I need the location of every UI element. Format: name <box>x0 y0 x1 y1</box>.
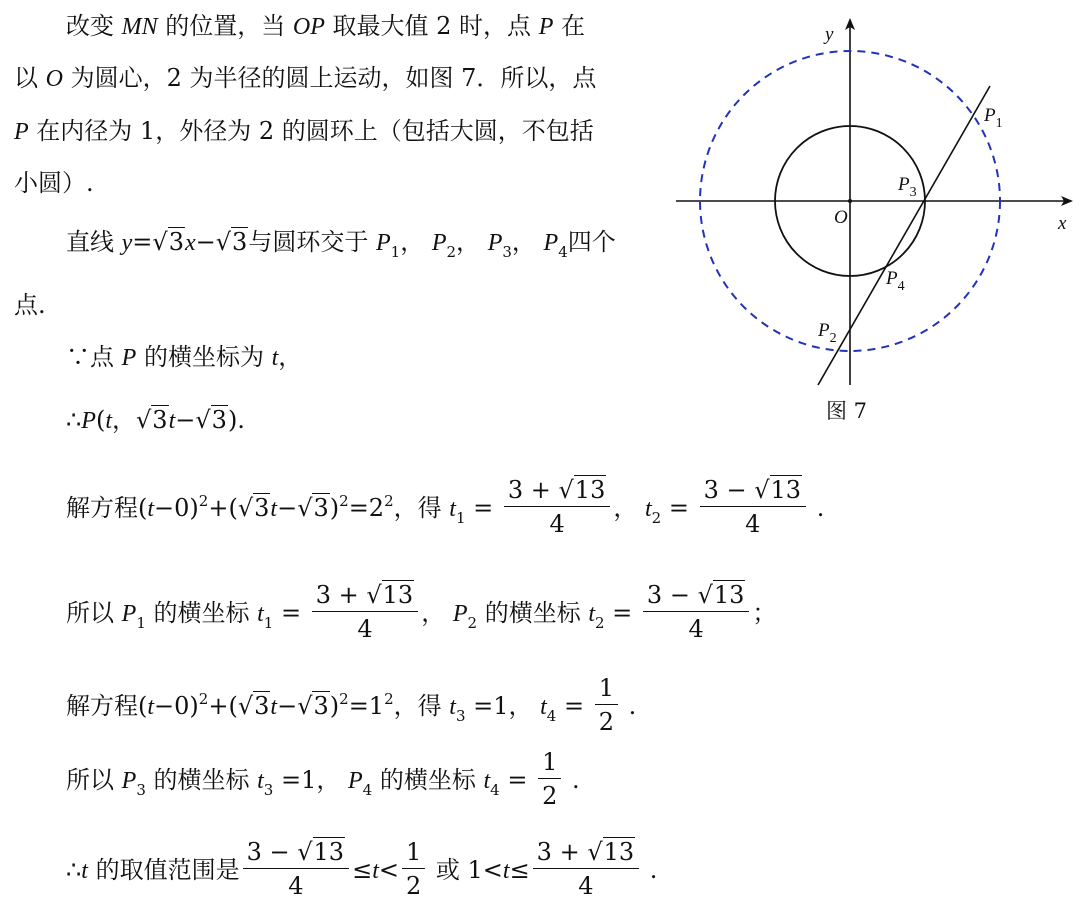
subscript: 2 <box>446 243 457 261</box>
var-t: t <box>147 496 155 522</box>
text: =2 <box>348 494 385 522</box>
radicand: 3 <box>232 228 248 256</box>
var-p: P <box>543 230 559 256</box>
fraction <box>533 838 639 901</box>
fraction <box>643 581 749 644</box>
text: +( <box>208 692 238 720</box>
figure-caption: 图 7 <box>826 399 868 423</box>
var-p: P <box>375 230 391 256</box>
var-t: t <box>483 768 491 794</box>
var-t: t <box>644 496 652 522</box>
fraction <box>243 838 349 901</box>
sqrt: √13 <box>754 476 802 504</box>
text: −0) <box>154 692 199 720</box>
radicand: 13 <box>770 476 802 504</box>
subscript: 2 <box>595 614 605 632</box>
exponent: 2 <box>339 690 349 708</box>
comma: ， <box>511 228 536 256</box>
radicand: 13 <box>713 581 745 609</box>
var-p: P <box>121 601 137 627</box>
sqrt: √3 <box>297 692 329 720</box>
var-x: x <box>184 230 196 256</box>
exponent: 2 <box>198 690 209 708</box>
fraction <box>700 476 806 539</box>
text: 为圆心，2 为半径的圆上运动，如图 7．所以，点 <box>62 64 597 92</box>
var-op: OP <box>292 14 325 40</box>
text: 的位置，当 <box>157 12 293 40</box>
numerator <box>700 476 806 507</box>
exponent: 2 <box>384 492 394 510</box>
conclusion-line <box>66 840 657 903</box>
var-p: P <box>431 230 447 256</box>
sqrt: √13 <box>297 838 345 866</box>
text: 取最大值 2 时，点 <box>324 12 539 40</box>
text: −0) <box>154 494 199 522</box>
var-t: t <box>270 694 278 720</box>
subscript: 3 <box>263 781 274 799</box>
minus-sign: − <box>175 406 196 434</box>
text: 的横坐标 <box>372 766 484 794</box>
origin-dot <box>848 199 852 203</box>
text: 的横坐标 <box>145 766 258 794</box>
numerator <box>643 581 749 612</box>
var-t: t <box>540 694 547 720</box>
var-p: P <box>121 345 137 371</box>
comma: ， <box>456 228 481 256</box>
text: +( <box>208 494 238 522</box>
numerator <box>243 838 349 869</box>
text: 与圆环交于 <box>248 228 376 256</box>
text: 3 + <box>536 838 588 866</box>
radicand: 3 <box>313 692 329 720</box>
sqrt: √13 <box>366 581 414 609</box>
fraction <box>504 476 610 539</box>
text: 的取值范围是 <box>87 856 240 884</box>
semicolon: ； <box>752 599 777 627</box>
numerator <box>312 581 418 612</box>
comma: ， <box>112 406 136 434</box>
comma: ， <box>400 228 425 256</box>
var-p: P <box>347 768 363 794</box>
var-p: P <box>452 601 468 627</box>
denominator: 4 <box>688 615 704 643</box>
radicand: 3 <box>152 406 168 434</box>
radicand: 3 <box>168 228 184 256</box>
solve1-line <box>66 478 824 541</box>
sqrt: √13 <box>697 581 745 609</box>
subscript: 1 <box>263 614 274 632</box>
subscript: 1 <box>136 614 146 632</box>
comma: ， <box>421 599 453 627</box>
denominator: 4 <box>288 872 304 900</box>
period: . <box>564 766 580 794</box>
var-t: t <box>588 601 595 627</box>
var-o: O <box>45 66 63 92</box>
sqrt: √3 <box>237 692 270 720</box>
line-y-sqrt3x-sqrt3 <box>818 86 990 385</box>
text: 的横坐标 <box>477 599 589 627</box>
text: 小圆）. <box>14 169 94 197</box>
var-p: P <box>14 119 29 145</box>
subscript: 2 <box>651 509 662 527</box>
period: . <box>642 856 658 884</box>
text: 在 <box>553 12 586 40</box>
radicand: 3 <box>313 494 329 522</box>
denominator: 4 <box>578 872 594 900</box>
var-p: P <box>538 14 554 40</box>
sqrt: √3 <box>237 494 270 522</box>
text: 改变 <box>66 12 122 40</box>
minus-sign: − <box>277 494 298 522</box>
para1-line4 <box>14 167 94 199</box>
text: 的横坐标 <box>145 599 258 627</box>
var-p: P <box>81 408 96 434</box>
para1-line3 <box>14 115 594 148</box>
equals-sign: = <box>556 692 592 720</box>
numerator <box>504 476 610 507</box>
text: ，得 <box>393 494 450 522</box>
var-t: t <box>257 601 264 627</box>
subscript: 1 <box>455 509 466 527</box>
var-t: t <box>168 408 176 434</box>
radicand: 3 <box>254 494 270 522</box>
text: ，得 <box>393 692 450 720</box>
text: 3 + <box>315 581 367 609</box>
text: 解方程( <box>66 494 148 522</box>
text: 以 <box>14 64 46 92</box>
therefore-symbol: ∴ <box>66 406 82 434</box>
text: =1， <box>273 766 348 794</box>
exponent: 2 <box>198 492 209 510</box>
equals-sign: = <box>465 494 501 522</box>
numerator: 1 <box>595 674 618 705</box>
text: ) <box>329 494 340 522</box>
paren: ). <box>227 406 245 434</box>
var-y: y <box>121 230 133 256</box>
sqrt: √3 <box>195 406 227 434</box>
var-t: t <box>449 694 456 720</box>
var-t: t <box>271 345 279 371</box>
var-t: t <box>270 496 278 522</box>
var-t: t <box>105 408 112 434</box>
para1-line2 <box>14 62 596 95</box>
period: . <box>809 494 825 522</box>
numerator: 1 <box>402 838 425 869</box>
label-p2: $P_2$ <box>818 320 837 346</box>
var-p: P <box>121 768 137 794</box>
radicand: 3 <box>211 406 227 434</box>
sqrt: √3 <box>215 228 248 256</box>
subscript: 3 <box>502 243 512 261</box>
result1-line <box>66 583 776 646</box>
text: 3 − <box>646 581 698 609</box>
para2-line2 <box>14 289 46 321</box>
subscript: 4 <box>490 781 500 799</box>
origin-label: O <box>834 207 848 228</box>
text: 点. <box>14 291 46 319</box>
label-p4: $P_4$ <box>886 268 905 294</box>
denominator: 4 <box>745 510 761 538</box>
fraction <box>595 674 618 737</box>
sqrt: √3 <box>152 228 184 256</box>
label-p3: $P_3$ <box>898 174 917 200</box>
subscript: 4 <box>362 781 373 799</box>
equals-sign: = <box>604 599 640 627</box>
fraction <box>312 581 418 644</box>
radicand: 13 <box>603 838 635 866</box>
solve2-line <box>66 676 636 739</box>
exponent: 2 <box>384 690 394 708</box>
sqrt: √3 <box>136 406 168 434</box>
figure-7-diagram <box>672 18 1077 393</box>
minus-sign: − <box>277 692 298 720</box>
text: ) <box>329 692 340 720</box>
sqrt: √13 <box>558 476 606 504</box>
therefore-symbol: ∴ <box>66 856 82 884</box>
var-mn: MN <box>121 14 158 40</box>
subscript: 4 <box>546 707 557 725</box>
denominator: 2 <box>598 708 614 736</box>
subscript: 2 <box>467 614 478 632</box>
text: 四个 <box>567 228 616 256</box>
var-t: t <box>257 768 264 794</box>
denominator: 2 <box>542 782 558 810</box>
x-axis-label: x <box>1058 213 1067 234</box>
var-t: t <box>81 858 88 884</box>
numerator: 1 <box>538 748 561 779</box>
text: 解方程( <box>66 692 148 720</box>
text: =1， <box>465 692 541 720</box>
subscript: 1 <box>390 243 401 261</box>
lt-sign: < <box>378 856 399 884</box>
subscript: 3 <box>136 781 146 799</box>
minus-sign: − <box>195 228 216 256</box>
comma: ， <box>278 343 303 371</box>
radicand: 3 <box>254 692 270 720</box>
text: 3 + <box>507 476 559 504</box>
var-t: t <box>372 858 379 884</box>
denominator: 2 <box>405 872 422 900</box>
text: 3 − <box>703 476 755 504</box>
because-line <box>66 341 302 374</box>
therefore-line <box>66 404 245 437</box>
equals-sign: = <box>499 766 536 794</box>
label-p1: $P_1$ <box>984 105 1003 131</box>
leq-sign: ≤ <box>352 856 373 884</box>
denominator: 4 <box>549 510 565 538</box>
fraction <box>402 838 425 901</box>
period: . <box>621 692 637 720</box>
text: 点 <box>90 343 122 371</box>
sqrt: √13 <box>587 838 635 866</box>
leq-sign: ≤ <box>509 856 530 884</box>
var-t: t <box>449 496 456 522</box>
equals-sign: = <box>273 599 309 627</box>
text: 3 − <box>246 838 298 866</box>
subscript: 3 <box>455 707 466 725</box>
text: =1 <box>348 692 385 720</box>
subscript: 4 <box>558 243 568 261</box>
var-p: P <box>487 230 503 256</box>
radicand: 13 <box>382 581 414 609</box>
text: 的横坐标为 <box>136 343 272 371</box>
exponent: 2 <box>339 492 349 510</box>
equals-sign: = <box>132 228 153 256</box>
equals-sign: = <box>661 494 697 522</box>
para2-line1 <box>66 226 616 261</box>
comma: ， <box>613 494 645 522</box>
para1-line1 <box>66 10 585 43</box>
because-symbol: ∵ <box>66 343 90 371</box>
fraction <box>538 748 561 811</box>
text: 或 1< <box>428 856 503 884</box>
text: 所以 <box>66 599 122 627</box>
text: 所以 <box>66 766 122 794</box>
radicand: 13 <box>313 838 345 866</box>
radicand: 13 <box>574 476 606 504</box>
text: 直线 <box>66 228 122 256</box>
y-axis-label: y <box>825 24 834 45</box>
numerator <box>533 838 639 869</box>
var-t: t <box>502 858 510 884</box>
text: 在内径为 1，外径为 2 的圆环上（包括大圆，不包括 <box>28 117 594 145</box>
result2-line <box>66 750 580 813</box>
paren: ( <box>95 406 106 434</box>
var-t: t <box>147 694 155 720</box>
sqrt: √3 <box>297 494 329 522</box>
denominator: 4 <box>357 615 373 643</box>
